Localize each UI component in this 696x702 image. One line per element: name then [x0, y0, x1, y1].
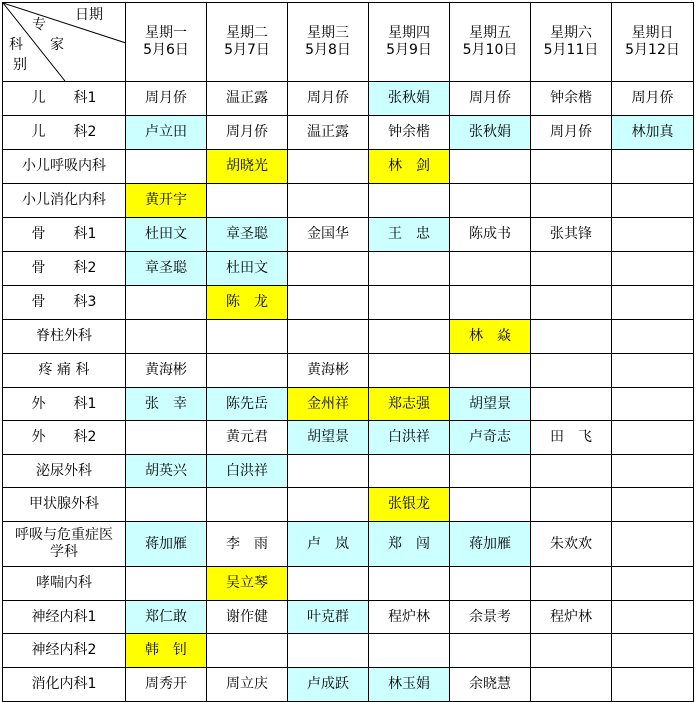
doctor-cell: 林加真	[612, 116, 694, 150]
doctor-cell: 黄元君	[207, 421, 288, 455]
table-row	[3, 601, 694, 634]
table-row	[3, 567, 694, 601]
day-header	[369, 3, 450, 82]
doctor-cell	[612, 354, 694, 388]
doctor-cell	[126, 488, 207, 522]
doctor-cell: 张秋娟	[450, 116, 531, 150]
doctor-cell: 张秋娟	[369, 82, 450, 116]
doctor-cell	[612, 388, 694, 421]
doctor-cell	[288, 252, 369, 286]
doctor-cell: 周月侨	[612, 82, 694, 116]
corner-date-label: 日期	[75, 7, 103, 23]
doctor-cell	[612, 218, 694, 252]
doctor-cell: 周立庆	[207, 668, 288, 702]
doctor-cell	[612, 455, 694, 488]
doctor-cell: 周秀开	[126, 668, 207, 702]
doctor-cell	[207, 488, 288, 522]
doctor-cell: 卢立田	[126, 116, 207, 150]
date-label: 5月10日	[462, 42, 518, 58]
doctor-cell	[288, 634, 369, 668]
department-cell: 小儿呼吸内科	[3, 150, 126, 184]
department-cell: 神经内科1	[3, 601, 126, 634]
doctor-cell: 余晓慧	[450, 668, 531, 702]
doctor-cell	[288, 286, 369, 320]
table-row	[3, 320, 694, 354]
doctor-cell	[207, 354, 288, 388]
doctor-cell: 周月侨	[126, 82, 207, 116]
doctor-cell: 钟余楷	[369, 116, 450, 150]
weekday-label: 星期二	[226, 25, 268, 41]
doctor-cell	[369, 320, 450, 354]
doctor-cell	[288, 488, 369, 522]
doctor-cell	[531, 388, 612, 421]
doctor-cell	[126, 150, 207, 184]
doctor-cell: 周月侨	[207, 116, 288, 150]
doctor-cell: 胡望景	[288, 421, 369, 455]
doctor-cell	[531, 567, 612, 601]
doctor-cell: 温正露	[288, 116, 369, 150]
doctor-cell: 张银龙	[369, 488, 450, 522]
doctor-cell	[369, 184, 450, 218]
doctor-cell: 余景考	[450, 601, 531, 634]
day-header	[612, 3, 694, 82]
corner-expert-label-a: 专	[32, 17, 46, 33]
weekday-label: 星期四	[388, 25, 430, 41]
doctor-cell	[612, 252, 694, 286]
doctor-cell	[207, 184, 288, 218]
date-label: 5月11日	[543, 42, 599, 58]
table-row	[3, 82, 694, 116]
doctor-cell: 杜田文	[126, 218, 207, 252]
doctor-cell	[369, 567, 450, 601]
department-cell: 脊柱外科	[3, 320, 126, 354]
doctor-cell: 蒋加雁	[450, 522, 531, 567]
table-row	[3, 522, 694, 567]
weekday-label: 星期六	[550, 25, 592, 41]
doctor-cell	[369, 455, 450, 488]
doctor-cell	[531, 354, 612, 388]
doctor-cell	[450, 354, 531, 388]
doctor-cell	[612, 522, 694, 567]
doctor-cell	[612, 286, 694, 320]
doctor-cell: 程炉林	[531, 601, 612, 634]
day-header	[207, 3, 288, 82]
doctor-cell	[126, 567, 207, 601]
doctor-cell	[369, 634, 450, 668]
doctor-cell: 张 幸	[126, 388, 207, 421]
doctor-cell	[288, 184, 369, 218]
doctor-cell	[450, 286, 531, 320]
day-header	[288, 3, 369, 82]
date-label: 5月8日	[305, 42, 351, 58]
department-cell: 哮喘内科	[3, 567, 126, 601]
doctor-cell: 黄开宇	[126, 184, 207, 218]
corner-expert-label-b: 家	[50, 37, 64, 53]
doctor-cell	[612, 601, 694, 634]
doctor-cell: 朱欢欢	[531, 522, 612, 567]
doctor-cell	[612, 634, 694, 668]
doctor-cell	[531, 320, 612, 354]
date-label: 5月6日	[143, 42, 189, 58]
doctor-cell	[531, 184, 612, 218]
doctor-cell: 李 雨	[207, 522, 288, 567]
doctor-cell: 陈先岳	[207, 388, 288, 421]
department-cell: 骨 科2	[3, 252, 126, 286]
weekday-label: 星期三	[307, 25, 349, 41]
doctor-cell	[531, 488, 612, 522]
doctor-cell: 胡晓光	[207, 150, 288, 184]
table-row	[3, 668, 694, 702]
doctor-cell	[531, 286, 612, 320]
date-label: 5月7日	[224, 42, 270, 58]
doctor-cell	[450, 150, 531, 184]
doctor-cell: 黄海彬	[126, 354, 207, 388]
doctor-cell	[450, 252, 531, 286]
doctor-cell: 钟余楷	[531, 82, 612, 116]
corner-cell	[3, 3, 126, 82]
doctor-cell: 胡英兴	[126, 455, 207, 488]
doctor-cell	[450, 184, 531, 218]
table-row	[3, 388, 694, 421]
doctor-cell	[207, 634, 288, 668]
department-cell: 小儿消化内科	[3, 184, 126, 218]
doctor-cell	[369, 252, 450, 286]
table-row	[3, 218, 694, 252]
department-cell: 疼 痛 科	[3, 354, 126, 388]
date-label: 5月12日	[625, 42, 680, 58]
doctor-cell	[450, 455, 531, 488]
department-cell: 外 科1	[3, 388, 126, 421]
doctor-cell	[126, 421, 207, 455]
date-label: 5月9日	[386, 42, 432, 58]
table-row	[3, 252, 694, 286]
doctor-cell: 卢奇志	[450, 421, 531, 455]
doctor-cell	[612, 150, 694, 184]
department-cell: 儿 科1	[3, 82, 126, 116]
doctor-cell	[288, 320, 369, 354]
department-cell: 骨 科3	[3, 286, 126, 320]
doctor-cell: 金国华	[288, 218, 369, 252]
doctor-cell: 郑志强	[369, 388, 450, 421]
doctor-cell: 吴立琴	[207, 567, 288, 601]
department-cell: 呼吸与危重症医学科	[3, 522, 126, 567]
doctor-cell	[369, 286, 450, 320]
corner-dept-label-a: 科	[9, 37, 23, 53]
doctor-cell: 白洪祥	[207, 455, 288, 488]
doctor-cell	[612, 421, 694, 455]
doctor-cell	[450, 488, 531, 522]
department-cell: 甲状腺外科	[3, 488, 126, 522]
doctor-cell: 杜田文	[207, 252, 288, 286]
day-header	[126, 3, 207, 82]
doctor-cell: 周月侨	[288, 82, 369, 116]
doctor-cell: 林玉娟	[369, 668, 450, 702]
doctor-cell: 温正露	[207, 82, 288, 116]
doctor-cell	[531, 252, 612, 286]
day-header	[531, 3, 612, 82]
doctor-cell	[207, 320, 288, 354]
schedule-table	[2, 2, 694, 702]
doctor-cell: 王 忠	[369, 218, 450, 252]
header-row	[3, 3, 694, 82]
doctor-cell	[612, 184, 694, 218]
doctor-cell: 叶克群	[288, 601, 369, 634]
doctor-cell: 林 剑	[369, 150, 450, 184]
table-row	[3, 421, 694, 455]
department-cell: 儿 科2	[3, 116, 126, 150]
doctor-cell	[531, 150, 612, 184]
weekday-label: 星期一	[145, 25, 187, 41]
doctor-cell	[450, 567, 531, 601]
doctor-cell: 白洪祥	[369, 421, 450, 455]
doctor-cell: 卢 岚	[288, 522, 369, 567]
table-row	[3, 150, 694, 184]
doctor-cell: 章圣聪	[126, 252, 207, 286]
doctor-cell	[612, 567, 694, 601]
doctor-cell	[531, 668, 612, 702]
department-cell: 神经内科2	[3, 634, 126, 668]
doctor-cell	[531, 455, 612, 488]
doctor-cell	[288, 455, 369, 488]
weekday-label: 星期日	[631, 25, 674, 41]
table-row	[3, 488, 694, 522]
doctor-cell: 蒋加雁	[126, 522, 207, 567]
doctor-cell: 胡望景	[450, 388, 531, 421]
department-cell: 消化内科1	[3, 668, 126, 702]
doctor-cell: 林 焱	[450, 320, 531, 354]
day-header	[450, 3, 531, 82]
doctor-cell: 韩 钊	[126, 634, 207, 668]
doctor-cell: 章圣聪	[207, 218, 288, 252]
doctor-cell: 陈 龙	[207, 286, 288, 320]
doctor-cell	[369, 354, 450, 388]
doctor-cell: 陈成书	[450, 218, 531, 252]
doctor-cell: 谢作健	[207, 601, 288, 634]
table-row	[3, 286, 694, 320]
doctor-cell: 张其锋	[531, 218, 612, 252]
doctor-cell: 周月侨	[450, 82, 531, 116]
doctor-cell	[531, 634, 612, 668]
corner-dept-label-b: 别	[13, 57, 27, 73]
table-row	[3, 634, 694, 668]
weekday-label: 星期五	[469, 25, 511, 41]
table-row	[3, 354, 694, 388]
doctor-cell	[612, 320, 694, 354]
doctor-cell	[612, 668, 694, 702]
table-row	[3, 184, 694, 218]
doctor-cell: 田 飞	[531, 421, 612, 455]
table-row	[3, 455, 694, 488]
doctor-cell	[126, 320, 207, 354]
doctor-cell	[288, 150, 369, 184]
doctor-cell: 金州祥	[288, 388, 369, 421]
department-cell: 外 科2	[3, 421, 126, 455]
doctor-cell	[288, 567, 369, 601]
department-cell: 骨 科1	[3, 218, 126, 252]
doctor-cell	[126, 286, 207, 320]
doctor-cell: 周月侨	[531, 116, 612, 150]
doctor-cell	[450, 634, 531, 668]
department-cell: 泌尿外科	[3, 455, 126, 488]
doctor-cell: 郑 闯	[369, 522, 450, 567]
doctor-cell: 程炉林	[369, 601, 450, 634]
doctor-cell: 卢成跃	[288, 668, 369, 702]
doctor-cell: 郑仁敢	[126, 601, 207, 634]
doctor-cell: 黄海彬	[288, 354, 369, 388]
doctor-cell	[612, 488, 694, 522]
table-row	[3, 116, 694, 150]
